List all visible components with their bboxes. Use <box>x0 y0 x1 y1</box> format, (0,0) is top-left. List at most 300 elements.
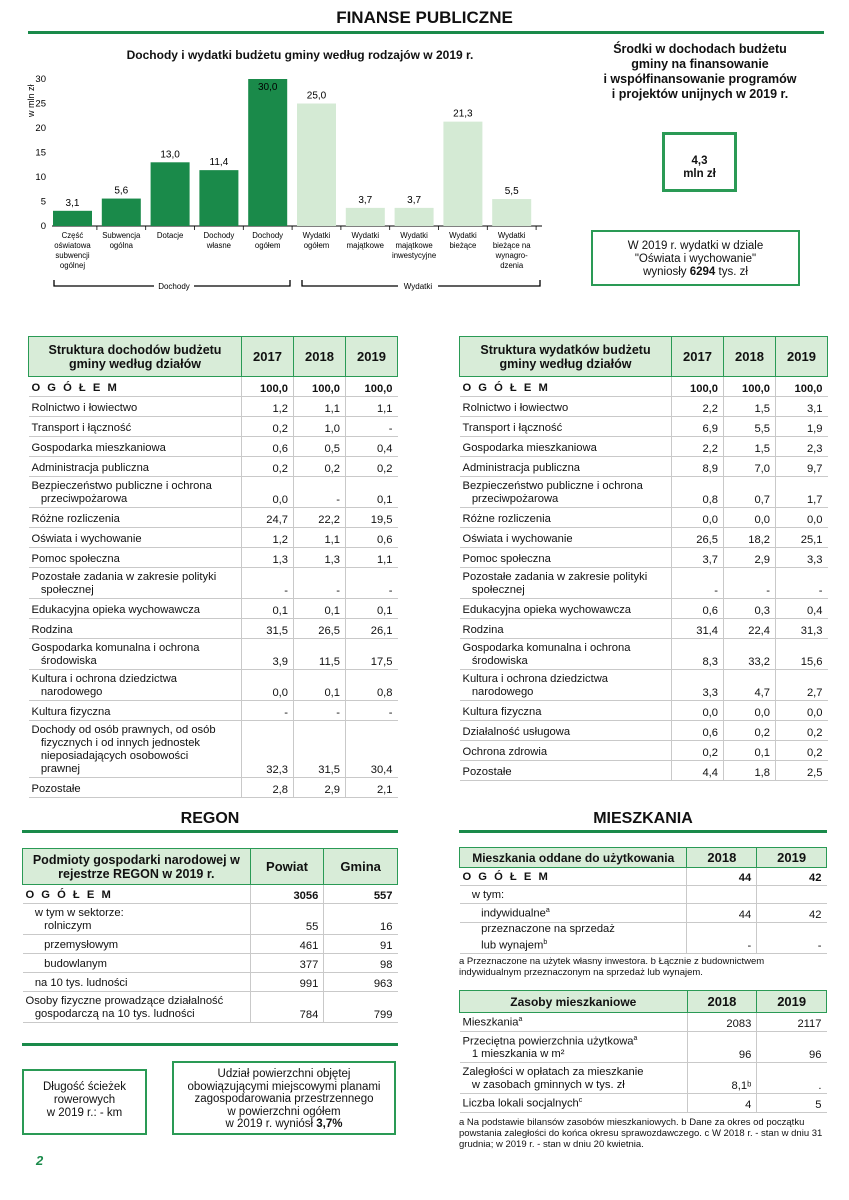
footnote-marker: c <box>578 1097 583 1105</box>
row-label-text: Mieszkania <box>462 1016 519 1029</box>
table-row <box>29 437 398 457</box>
plan-line <box>174 1118 394 1131</box>
col-year: 2017 <box>672 337 724 377</box>
table-row <box>29 528 398 548</box>
row-value: 991 <box>250 973 324 992</box>
row-label <box>460 508 672 528</box>
footnote-marker: a <box>518 1016 523 1023</box>
row-value: 1,1 <box>294 397 346 417</box>
row-label-text: indywidualne <box>462 907 546 920</box>
table-row <box>460 741 828 761</box>
data-label: 5,5 <box>504 186 519 198</box>
row-value: 0,0 <box>776 508 828 528</box>
row-value: 18,2 <box>724 528 776 548</box>
row-value: 0,1 <box>346 599 398 619</box>
bike-line: Długość ścieżek <box>42 1081 127 1093</box>
row-value: 557 <box>324 885 398 904</box>
row-label-text: przeznaczone na sprzedaż lub wynajem <box>481 922 615 952</box>
table-row <box>23 992 398 1023</box>
row-value: 2083 <box>687 1013 757 1032</box>
row-value: 0,2 <box>776 721 828 741</box>
row-label-text: Rolnictwo i łowiectwo <box>31 402 138 414</box>
row-label-text: Administracja publiczna <box>462 462 581 474</box>
row-label-text: O G Ó Ł E M <box>25 889 113 901</box>
bar <box>346 208 385 226</box>
table-row <box>460 477 828 508</box>
row-value: - <box>242 701 294 721</box>
row-value: 16 <box>324 904 398 935</box>
col-year: 2019 <box>346 337 398 377</box>
row-label-text: Pomoc społeczna <box>462 553 551 565</box>
row-label <box>29 721 242 778</box>
row-value: 96 <box>757 1031 827 1063</box>
row-label-text: Administracja publiczna <box>31 462 150 474</box>
row-label <box>460 548 672 568</box>
table-row <box>460 457 828 477</box>
table-row <box>29 548 398 568</box>
page-title: FINANSE PUBLICZNE <box>336 8 513 27</box>
y-tick-label: 20 <box>35 123 46 134</box>
y-tick-label: 0 <box>40 221 46 232</box>
table-row <box>29 721 398 778</box>
table-row <box>460 437 828 457</box>
y-tick-label: 30 <box>35 74 46 85</box>
row-label <box>23 954 251 973</box>
plan-line: Udział powierzchni objętej <box>217 1068 351 1080</box>
row-value: 5 <box>757 1094 827 1113</box>
edu-line: W 2019 r. wydatki w dziale <box>627 240 764 252</box>
row-label <box>460 528 672 548</box>
edu-unit: tys. zł <box>715 266 748 278</box>
row-label-text: O G Ó Ł E M <box>31 382 119 394</box>
table-row <box>460 701 828 721</box>
table-row <box>460 1031 827 1063</box>
table-row <box>29 778 398 798</box>
row-value: 2,1 <box>346 778 398 798</box>
row-value: - <box>687 922 757 954</box>
edu-line <box>593 266 798 279</box>
row-value: 5,5 <box>724 417 776 437</box>
row-label-text: Pozostałe <box>31 783 81 795</box>
row-label <box>29 619 242 639</box>
row-label <box>29 528 242 548</box>
row-value: 2,7 <box>776 670 828 701</box>
row-label <box>460 477 672 508</box>
table-row <box>29 568 398 599</box>
row-label-text: Zaległości w opłatach za mieszkanie w zasobach gminnych w tys. zł <box>462 1066 644 1092</box>
row-value: - <box>346 701 398 721</box>
data-label: 11,4 <box>209 157 229 169</box>
col-powiat: Powiat <box>250 849 324 885</box>
eu-funds-unit: mln zł <box>683 168 716 180</box>
row-label <box>460 701 672 721</box>
table-total-row <box>460 377 828 397</box>
table-row <box>23 935 398 954</box>
row-value: 0,1 <box>294 670 346 701</box>
dwellings-completed-table <box>459 847 827 978</box>
table-row <box>460 639 828 670</box>
row-value: 377 <box>250 954 324 973</box>
row-value: 42 <box>757 904 827 923</box>
row-value: 7,0 <box>724 457 776 477</box>
row-label <box>460 886 687 904</box>
row-value: 0,3 <box>724 599 776 619</box>
expenditure-structure-table <box>459 336 828 781</box>
row-value: 2,5 <box>776 761 828 781</box>
row-value: 3,3 <box>672 670 724 701</box>
row-value: 0,0 <box>242 477 294 508</box>
plan-line: zagospodarowania przestrzennego <box>194 1093 374 1105</box>
row-value: 100,0 <box>346 377 398 397</box>
row-value: 0,0 <box>776 701 828 721</box>
row-label <box>460 868 687 886</box>
category-label: subwencji <box>55 251 90 260</box>
row-value: 0,7 <box>724 477 776 508</box>
row-value: - <box>294 568 346 599</box>
col-year: 2018 <box>687 991 757 1013</box>
row-value: 100,0 <box>242 377 294 397</box>
table-row <box>460 904 827 923</box>
expenditure-table-header: Struktura wydatków budżetu gminy według działów <box>460 337 672 377</box>
bike-line: rowerowych <box>53 1094 116 1106</box>
table-row <box>29 670 398 701</box>
data-label: 3,7 <box>407 194 422 206</box>
data-label: 21,3 <box>453 108 473 120</box>
row-value: 24,7 <box>242 508 294 528</box>
row-value: 2,2 <box>672 437 724 457</box>
category-label: Subwencja <box>102 231 141 240</box>
category-label: inwestycyjne <box>391 251 437 260</box>
row-label-text: Pomoc społeczna <box>31 553 120 565</box>
row-label <box>460 1094 688 1113</box>
row-label <box>460 1031 688 1063</box>
chart-title: Dochody i wydatki budżetu gminy według rodzajów w 2019 r. <box>126 48 474 62</box>
row-value: 2,2 <box>672 397 724 417</box>
row-value: 0,2 <box>294 457 346 477</box>
row-value: . <box>757 1063 827 1094</box>
row-value: 0,2 <box>724 721 776 741</box>
table-total-row <box>460 868 827 886</box>
bike-paths-box <box>22 1069 147 1135</box>
col-year: 2019 <box>776 337 828 377</box>
row-value: 8,3 <box>672 639 724 670</box>
row-value: 1,1 <box>346 397 398 417</box>
category-label: majątkowe <box>346 241 384 250</box>
row-value: 3,3 <box>776 548 828 568</box>
row-value: - <box>294 701 346 721</box>
row-value: 98 <box>324 954 398 973</box>
row-label <box>460 1063 688 1094</box>
row-label-text: budowlanym <box>25 958 107 970</box>
table-row <box>460 508 828 528</box>
row-label <box>460 721 672 741</box>
row-value: 0,0 <box>672 701 724 721</box>
row-value: 0,2 <box>672 741 724 761</box>
row-label <box>29 437 242 457</box>
row-value: 2,3 <box>776 437 828 457</box>
row-value: 8,1ᵇ <box>687 1063 757 1094</box>
table-row <box>460 922 827 954</box>
category-label: Wydatki <box>497 231 526 240</box>
row-label-text: Transport i łączność <box>462 422 563 434</box>
edu-line: "Oświata i wychowanie" <box>634 253 757 265</box>
row-label-text: Pozostałe <box>462 766 512 778</box>
bar <box>443 122 482 226</box>
eu-funds-title-line: Środki w dochodach budżetu <box>613 42 787 56</box>
row-value: 96 <box>687 1031 757 1063</box>
table-row <box>29 599 398 619</box>
row-label <box>460 904 687 923</box>
eu-funds-title-line: i współfinansowanie programów <box>603 72 797 86</box>
plan-line: obowiązującymi miejscowymi planami <box>187 1080 381 1093</box>
title-divider <box>28 31 824 34</box>
row-label-text: Kultura fizyczna <box>462 706 542 718</box>
row-label-text: Gospodarka komunalna i ochrona środowiska <box>31 642 200 667</box>
footnote-marker: a <box>545 907 550 914</box>
col-year: 2017 <box>242 337 294 377</box>
category-label: bieżące na <box>492 241 531 250</box>
eu-funds-title-line: gminy na finansowanie <box>631 57 769 71</box>
table-row <box>460 1063 827 1094</box>
row-value: 0,8 <box>672 477 724 508</box>
col-year: 2018 <box>294 337 346 377</box>
plan-text: w 2019 r. wyniósł <box>225 1118 317 1130</box>
table-row <box>460 1094 827 1113</box>
row-label-text: w tym: <box>462 889 505 901</box>
housing-divider <box>459 830 827 833</box>
dwellings-table-header: Mieszkania oddane do użytkowania <box>460 848 687 868</box>
table-row <box>29 417 398 437</box>
row-label-text: przemysłowym <box>25 939 119 951</box>
table-row <box>460 548 828 568</box>
eu-funds-title <box>585 42 815 102</box>
row-label <box>29 701 242 721</box>
table-row <box>29 477 398 508</box>
row-label-text: Gospodarka mieszkaniowa <box>462 442 597 454</box>
table-row <box>460 721 828 741</box>
row-value: - <box>757 922 827 954</box>
row-label-text: 1 mieszkania w m² <box>471 1048 565 1061</box>
bar <box>151 162 190 226</box>
table-row <box>23 973 398 992</box>
row-label <box>29 778 242 798</box>
y-tick-label: 15 <box>35 147 46 159</box>
data-label: 3,1 <box>65 197 80 209</box>
data-label: 25,0 <box>306 90 327 102</box>
row-label-text: na 10 tys. ludności <box>25 977 128 989</box>
row-label-text: Rodzina <box>462 624 504 636</box>
bike-line: w 2019 r.: - km <box>46 1107 123 1119</box>
row-label-text: Pozostałe zadania w zakresie polityki społecznej <box>31 571 217 596</box>
row-label <box>460 761 672 781</box>
row-label <box>460 568 672 599</box>
row-value: 17,5 <box>346 639 398 670</box>
row-label <box>29 508 242 528</box>
row-value: 784 <box>250 992 324 1023</box>
row-label-text: Kultura i ochrona dziedzictwa narodowego <box>462 673 609 698</box>
table-row <box>23 954 398 973</box>
row-value: 1,1 <box>294 528 346 548</box>
row-value: 31,4 <box>672 619 724 639</box>
row-label-text: Kultura i ochrona dziedzictwa narodowego <box>31 673 178 698</box>
col-year: 2019 <box>757 848 827 868</box>
row-value: 1,5 <box>724 437 776 457</box>
row-label <box>460 1013 688 1032</box>
row-value: - <box>672 568 724 599</box>
row-value: 0,1 <box>294 599 346 619</box>
row-value: 44 <box>687 868 757 886</box>
group-label-dochody: Dochody <box>158 282 190 291</box>
row-value: 100,0 <box>724 377 776 397</box>
data-label: 30,0 <box>257 82 278 93</box>
row-label-text: Gospodarka mieszkaniowa <box>31 442 166 454</box>
data-label: 3,7 <box>358 194 373 206</box>
table-row <box>460 528 828 548</box>
row-value: 3,7 <box>672 548 724 568</box>
row-label-text: Pozostałe zadania w zakresie polityki społecznej <box>462 571 648 596</box>
row-value: 4,7 <box>724 670 776 701</box>
row-label <box>460 599 672 619</box>
bar <box>492 199 531 226</box>
housing-stock-table <box>459 990 827 1150</box>
row-label <box>29 377 242 397</box>
category-label: własne <box>206 241 232 250</box>
bar <box>53 211 92 226</box>
row-label-text: Osoby fizyczne prowadzące działalność gospodarczą na 10 tys. ludności <box>25 995 224 1020</box>
row-value: 44 <box>687 904 757 923</box>
row-value: 0,0 <box>724 701 776 721</box>
row-value: 22,2 <box>294 508 346 528</box>
spatial-plans-box <box>172 1061 396 1135</box>
row-value: 3056 <box>250 885 324 904</box>
row-label <box>23 973 251 992</box>
row-value: 15,6 <box>776 639 828 670</box>
row-value: - <box>724 568 776 599</box>
row-label <box>460 457 672 477</box>
row-label <box>460 922 687 954</box>
row-value <box>687 886 757 904</box>
page-number: 2 <box>36 1153 44 1168</box>
row-value: - <box>346 568 398 599</box>
row-value: 31,3 <box>776 619 828 639</box>
row-value: - <box>242 568 294 599</box>
eu-funds-title-line: i projektów unijnych w 2019 r. <box>611 87 789 101</box>
row-value: 0,2 <box>242 417 294 437</box>
row-value: 25,1 <box>776 528 828 548</box>
row-label <box>23 992 251 1023</box>
table-row <box>460 599 828 619</box>
table-total-row <box>23 885 398 904</box>
table-row <box>460 670 828 701</box>
row-value: 2,9 <box>294 778 346 798</box>
row-value: 2,8 <box>242 778 294 798</box>
row-label <box>460 670 672 701</box>
table-row <box>29 639 398 670</box>
table-row <box>29 508 398 528</box>
table-row <box>460 761 828 781</box>
row-value: 30,4 <box>346 721 398 778</box>
table-row <box>29 457 398 477</box>
row-value: 3,1 <box>776 397 828 417</box>
row-label-text: Działalność usługowa <box>462 726 571 738</box>
row-label <box>29 417 242 437</box>
row-label-text: Edukacyjna opieka wychowawcza <box>31 604 201 616</box>
category-label: Dochody <box>252 231 284 240</box>
row-label <box>29 599 242 619</box>
row-value: 0,0 <box>672 508 724 528</box>
row-value: 19,5 <box>346 508 398 528</box>
row-label-text: Transport i łączność <box>31 422 132 434</box>
education-spending-box <box>591 230 800 286</box>
edu-amount: 6294 <box>689 266 716 278</box>
row-value: 1,5 <box>724 397 776 417</box>
table-row <box>29 701 398 721</box>
row-value: 461 <box>250 935 324 954</box>
row-value: 0,5 <box>294 437 346 457</box>
row-label <box>29 457 242 477</box>
row-label-text: Różne rozliczenia <box>462 513 551 525</box>
regon-bottom-divider <box>22 1043 398 1046</box>
row-value: 26,5 <box>294 619 346 639</box>
row-label-text: Dochody od osób prawnych, od osób fizycznych i od innych jednostek nieposiadających osobowości prawnej <box>31 724 216 775</box>
data-label: 5,6 <box>114 185 129 197</box>
row-label-text: Przeciętna powierzchnia użytkowa <box>462 1035 634 1048</box>
row-value: - <box>294 477 346 508</box>
plan-line: w powierzchni ogółem <box>227 1105 341 1118</box>
row-value: 0,4 <box>346 437 398 457</box>
row-value: 0,6 <box>672 599 724 619</box>
row-value: 91 <box>324 935 398 954</box>
y-tick-label: 25 <box>35 98 46 110</box>
row-value: 0,4 <box>776 599 828 619</box>
category-label: ogółem <box>254 241 281 250</box>
category-label: Dotacje <box>156 231 184 240</box>
row-label-text: Różne rozliczenia <box>31 513 120 525</box>
row-label-text: Bezpieczeństwo publiczne i ochrona przeciwpożarowa <box>462 480 643 505</box>
row-label <box>460 377 672 397</box>
row-value: 0,1 <box>346 477 398 508</box>
category-label: wynagro- <box>495 251 528 260</box>
row-value: 2117 <box>757 1013 827 1032</box>
category-label: ogólnej <box>59 261 86 270</box>
row-label <box>29 639 242 670</box>
table-row <box>23 904 398 935</box>
row-value: 32,3 <box>242 721 294 778</box>
row-value: 31,5 <box>294 721 346 778</box>
row-label-text: Kultura fizyczna <box>31 706 111 718</box>
y-tick-label: 10 <box>35 172 46 183</box>
row-label-text: O G Ó Ł E M <box>462 871 550 883</box>
footnote-marker: a <box>633 1034 638 1042</box>
table-row <box>460 619 828 639</box>
data-label: 13,0 <box>160 149 180 161</box>
edu-text: wyniosły <box>643 266 690 278</box>
row-value: 4 <box>687 1094 757 1113</box>
row-label <box>23 904 251 935</box>
row-label <box>460 417 672 437</box>
table-row <box>460 1013 827 1032</box>
row-value: 31,5 <box>242 619 294 639</box>
revenue-structure-table <box>28 336 398 798</box>
table-row <box>460 886 827 904</box>
category-label: majątkowe <box>395 241 433 250</box>
table-row <box>460 568 828 599</box>
table-total-row <box>29 377 398 397</box>
row-value: 100,0 <box>672 377 724 397</box>
row-value: 100,0 <box>294 377 346 397</box>
row-label <box>460 397 672 417</box>
row-label <box>29 477 242 508</box>
